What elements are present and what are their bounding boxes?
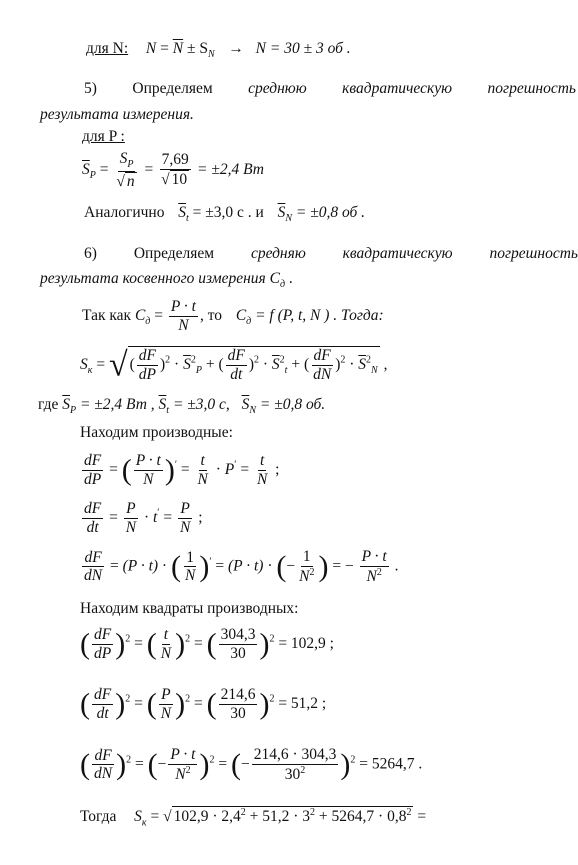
sk-formula: $S_к$ = √( $\frac{dF}{dP}$ )$^2 \cdot \overline{S}^2_P$ + ( $\frac{dF}{dt}$ )$^2 \cdot \overline{S}^2_t$ + ( $\frac{dF}{dN}$ )$^2 \cdot \overline{S}^2_N$ ,	[80, 346, 388, 384]
for-p-label: для P :	[82, 128, 125, 145]
derivative-dp: $\frac{dF}{dP}$ = ( $\frac{P \cdot t}{N}$ )′ = $\frac{t}{N}$ · P′ = $\frac{t}{N}$ ;	[84, 452, 280, 488]
sp-formula: $\overline{S}_P$ = $\frac{S_P}{√ n}$ = $\frac{7,69}{√ 10}$ = ±2,4 Вт	[82, 150, 264, 190]
derivative-dt: $\frac{dF}{dt}$ = $\frac{P}{N}$ · t′ = $\frac{P}{N}$ ;	[84, 500, 203, 536]
step6-number: 6)	[84, 245, 97, 262]
line-for-n: для N: $N = \overline{N} \pm S_N \to N = 30 \pm 3$ об .	[86, 40, 351, 61]
sp-result: = ±2,4 Вт	[197, 160, 264, 178]
step5-number: 5)	[84, 80, 97, 97]
square-dp: ( $\frac{dF}{dP}$ )$^2$ = ( $\frac{t}{N}$ )$^2$ = ( $\frac{304,3}{30}$ )$^2$ = 102,9 ;	[80, 626, 334, 662]
n-result: N = 30 ± 3 об .	[255, 40, 351, 57]
step6-continuation: результата косвенного измерения $C_д$ .	[40, 270, 293, 291]
analog-line: Аналогично $\overline{S}_t = \pm 3,0$ с . и $\overline{S}_N = \pm 0,8$ об .	[84, 204, 366, 225]
derivatives-heading: Находим производные:	[80, 424, 233, 441]
squares-heading: Находим квадраты производных:	[80, 600, 299, 617]
since-line: Так как $C_д$ = $\frac{P \cdot t}{N}$ , то $C_д = f$ (P, t, N ) . Тогда:	[82, 298, 384, 334]
square-dn: ( $\frac{dF}{dN}$ )$^2$ = (− $\frac{P \cdot t}{N^2}$ )$^2$ = (− $\frac{214,6 \cdot 304,3}{30^2}$ )$^2$ = 5264,7 .	[80, 746, 423, 783]
arrow-icon: →	[228, 40, 244, 57]
step6-line: 6) Определяем средняю квадратическую погрешность	[84, 245, 578, 262]
step5-line: 5) Определяем среднюю квадратическую погрешность	[84, 80, 576, 97]
where-line: где $\overline{S}_P = \pm 2,4$ Вт , $\overline{S}_t = \pm 3,0$ с, $\overline{S}_N = \pm 0,8$ об.	[38, 396, 326, 417]
derivative-dn: $\frac{dF}{dN}$ = (P · t) · ( $\frac{1}{N}$ )′ = (P · t) · (− $\frac{1}{N^2}$ ) = − $\frac{P \cdot t}{N^2}$ .	[84, 548, 399, 585]
for-n-label: для N:	[86, 40, 129, 57]
final-line: Тогда $S_к$ = √ $102,9 \cdot 2,4^2 + 51,2 \cdot 3^2 + 5264,7 \cdot 0,8^2$ =	[80, 807, 427, 829]
step5-continuation: результата измерения.	[40, 106, 194, 123]
square-dt: ( $\frac{dF}{dt}$ )$^2$ = ( $\frac{P}{N}$ )$^2$ = ( $\frac{214,6}{30}$ )$^2$ = 51,2 ;	[80, 686, 327, 722]
